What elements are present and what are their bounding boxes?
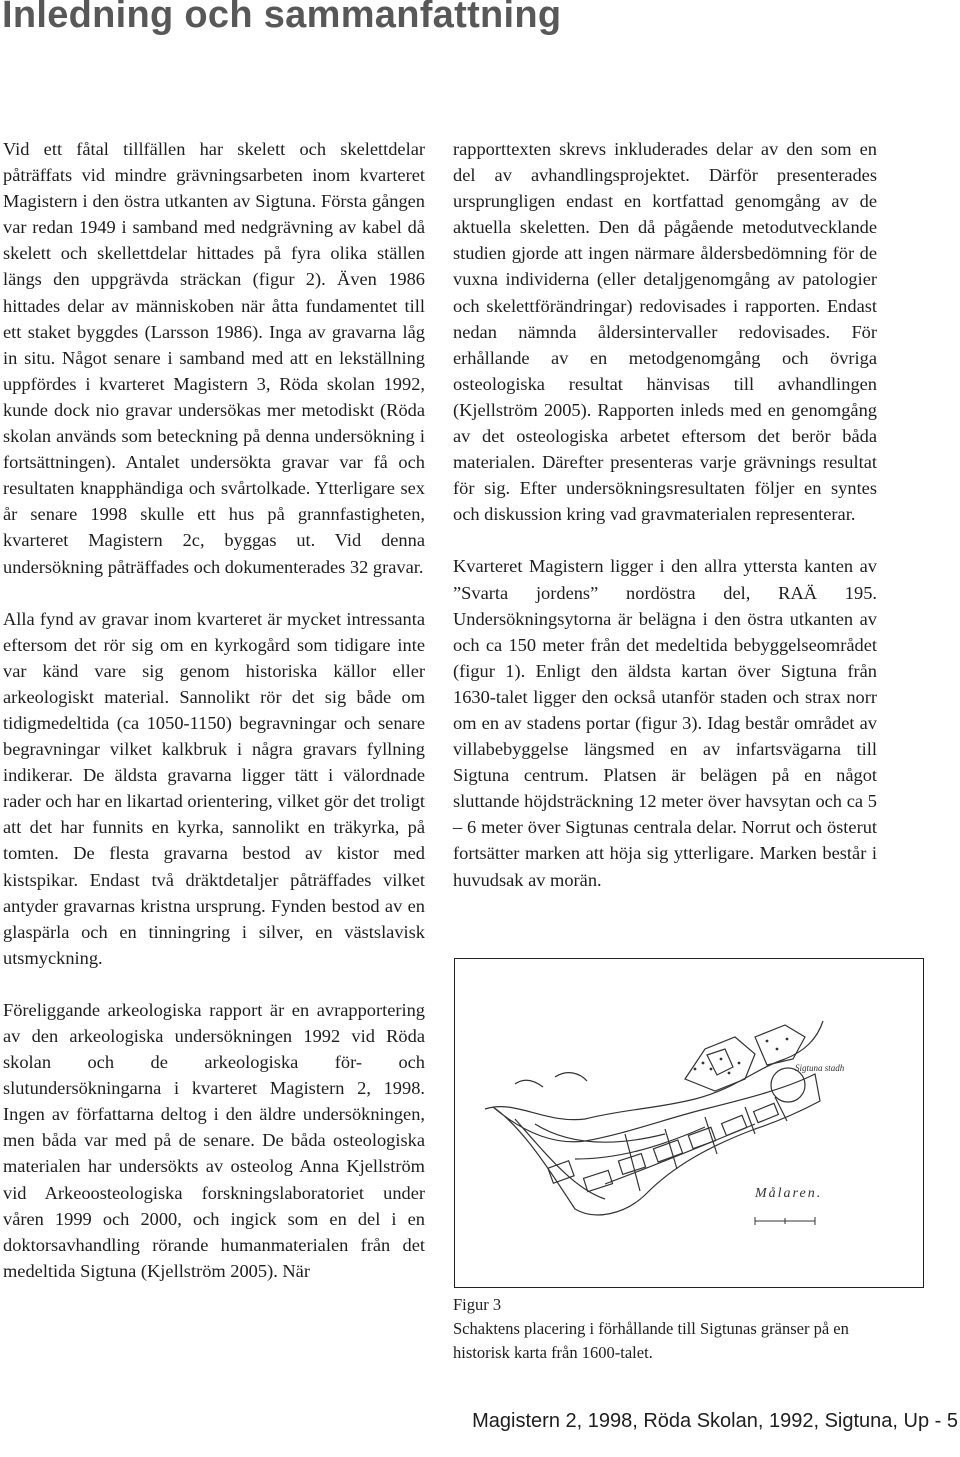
figure-caption-text: Schaktens placering i förhållande till Sigtunas gränser på en historisk karta från 1600-talet. — [453, 1319, 849, 1362]
right-paragraph-2: Kvarteret Magistern ligger i den allra yttersta kanten av ”Svarta jordens” nordöstra del, RAÄ 195. Undersökningsytorna är belägna i den östra utkanten av och ca 150 meter från det medeltida bebyggelseområdet (figur 1). Enligt den äldsta kartan över Sigtuna från 1630-talet ligger den också utanför staden och strax norr om en av stadens portar (figur 3). Idag består området av villabebyggelse längsmed en av infartsvägarna till Sigtuna centrum. Platsen är belägen på en något sluttande höjdsträckning 12 meter över havsytan och ca 5 – 6 meter över Sigtunas centrala delar. Norrut och österut fortsätter marken att höja sig ytterligare. Marken består i huvudsak av morän. — [453, 556, 877, 890]
left-column — [3, 136, 425, 1284]
page-heading: Inledning och sammanfattning — [2, 0, 562, 36]
left-paragraph-2: Alla fynd av gravar inom kvarteret är mycket intressanta eftersom det rör sig om en kyrkogård som tidigare inte var känd vare sig genom historiska källor eller arkeologiskt material. Sannolikt rör det sig både om tidigmedeltida (ca 1050-1150) begravningar och senare begravningar vilket kalkbruk i några gravars fyllning indikerar. De äldsta gravarna ligger tätt i välordnade rader och har en likartad orientering, vilket gör det troligt att det har funnits en kyrka, sannolikt en träkyrka, på tomten. De flesta gravarna bestod av kistor med kistspikar. Endast två dräktdetaljer påträffades vilket antyder gravarnas kristna ursprung. Fynden bestod av en glaspärla och en tinningring i silver, en västslavisk utsmyckning. — [3, 608, 425, 968]
figure-caption-title: Figur 3 — [453, 1295, 502, 1314]
historical-map-drawing — [455, 959, 923, 1287]
map-lake-label: Målaren. — [755, 1186, 823, 1201]
right-column — [453, 136, 877, 893]
page-footer: Magistern 2, 1998, Röda Skolan, 1992, Sigtuna, Up - 5 — [472, 1410, 958, 1432]
left-paragraph-3: Föreliggande arkeologiska rapport är en avrapportering av den arkeologiska undersökningen 1992 vid Röda skolan och de arkeologiska för- och slutundersökningarna i kvarteret Magistern 2, 1998. Ingen av författarna deltog i den äldre undersökningen, men båda var med på de senare. De båda osteologiska materialen har undersökts av osteolog Anna Kjellström vid Arkeoosteologiska forskningslaboratoriet under våren 1999 och 2000, och ingick som en del i en doktorsavhandling rörande humanmaterialen från det medeltida Sigtuna (Kjellström 2005). När — [3, 999, 425, 1281]
map-scale-bar — [755, 1217, 815, 1225]
right-paragraph-1: rapporttexten skrevs inkluderades delar av den som en del av avhandlingsprojektet. Därför presenterades ursprungligen endast en kortfattad genomgång av de aktuella skeletten. Den då pågående metodutvecklande studien gjorde att ingen närmare åldersbedömning för de vuxna individerna (eller detaljgenomgång av patologier och skelettförändringar) redovisades i rapporten. Endast nedan nämnda åldersintervaller redovisades. För erhållande av en metodgenomgång och övriga osteologiska resultat hänvisas till avhandlingen (Kjellström 2005). Rapporten inleds med en genomgång av det osteologiska arbetet eftersom det berör båda materialen. Därefter presenteras varje grävnings resultat för sig. Efter undersökningsresultaten följer en syntes och diskussion kring vad gravmaterialen representerar. — [453, 139, 877, 525]
map-town-label: Sigtuna stadh — [795, 1063, 845, 1073]
left-paragraph-1: Vid ett fåtal tillfällen har skelett och skelettdelar påträffats vid mindre grävningsarbeten inom kvarteret Magistern i den östra utkanten av Sigtuna. Första gången var redan 1949 i samband med nedgrävning av kabel då skelett och skellettdelar hittades på fyra olika ställen längs den uppgrävda sträckan (figur 2). Även 1986 hittades delar av människoben när åtta fundamentet till ett staket byggdes (Larsson 1986). Inga av gravarna låg in situ. Något senare i samband med att en lekställning uppfördes i kvarteret Magistern 3, Röda skolan 1992, kunde dock nio gravar undersökas mer metodiskt (Röda skolan används som beteckning på denna undersökning i fortsättningen). Antalet undersökta gravar var få och resultaten knapphändiga och svårtolkade. Ytterligare sex år senare 1998 skulle ett hus på grannfastigheten, kvarteret Magistern 2c, byggas ut. Vid denna undersökning påträffades och dokumenterades 32 gravar. — [3, 139, 425, 577]
historical-map-figure — [454, 958, 924, 1288]
map-shoreline — [485, 1021, 823, 1120]
figure-caption — [453, 1293, 893, 1365]
